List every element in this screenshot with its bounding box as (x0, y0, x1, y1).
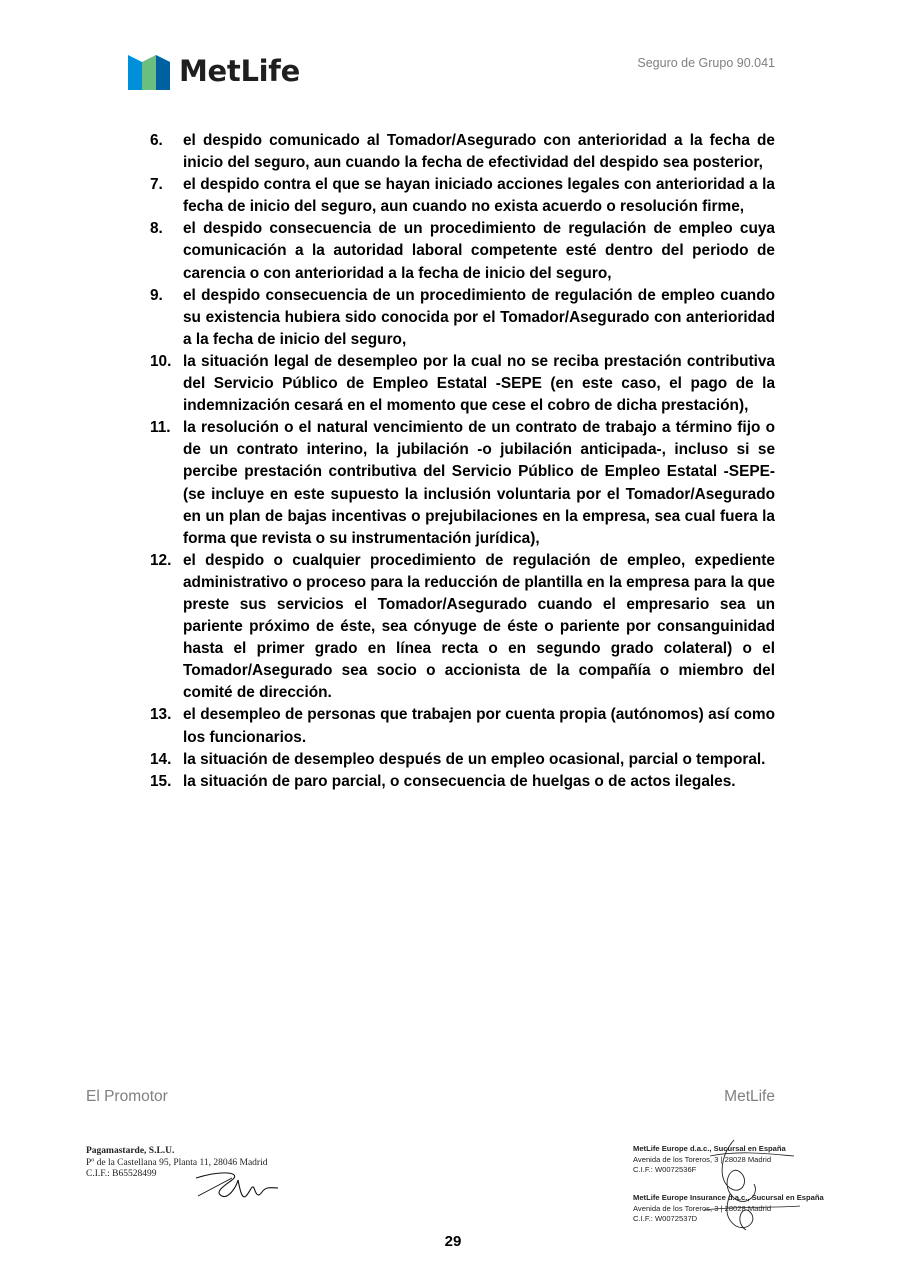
item-number: 9. (150, 286, 163, 304)
promoter-name: Pagamastarde, S.L.U. (86, 1146, 175, 1156)
item-number: 8. (150, 220, 163, 238)
list-item (150, 417, 775, 550)
promoter-address: Pº de la Castellana 95, Planta 11, 28046 Madrid (86, 1157, 268, 1168)
metlife-logo-icon (128, 52, 170, 90)
promoter-signature (192, 1166, 282, 1206)
promoter-label: El Promotor (86, 1088, 168, 1105)
metlife-label: MetLife (724, 1088, 775, 1105)
list-item (150, 351, 775, 417)
item-text: el despido contra el que se hayan iniciado acciones legales con anterioridad a la fecha de inicio del seguro, aun cuando no exista acuerdo o resolución firme, (183, 176, 775, 216)
list-item (150, 771, 775, 793)
item-text: el despido o cualquier procedimiento de regulación de empleo, expediente administrativo o proceso para la reducción de plantilla en la empresa para la que preste sus servicios el Tomador/Asegurado cuando el empresario sea un pariente próximo de éste, sea cónyuge de éste o pariente por consanguinidad hasta el primer grado en línea recta o en segundo grado colateral) o el Tomador/Asegurado sea socio o accionista de la compañía o miembro del comité de dirección. (183, 551, 775, 702)
metlife-insurance-cif: C.I.F.: W0072537D (633, 1214, 698, 1223)
item-text: el despido comunicado al Tomador/Asegurado con anterioridad a la fecha de inicio del seguro, aun cuando la fecha de efectividad del despido sea posterior, (183, 132, 775, 172)
metlife-europe-cif: C.I.F.: W0072536F (633, 1165, 697, 1174)
list-item (150, 130, 775, 174)
list-item (150, 285, 775, 351)
item-number: 11. (150, 419, 171, 437)
list-item (150, 704, 775, 748)
item-text: el despido consecuencia de un procedimiento de regulación de empleo cuando su existencia hubiera sido conocida por el Tomador/Asegurado con anterioridad a la fecha de inicio del seguro, (183, 286, 775, 348)
metlife-europe-name: MetLife Europe d.a.c., Sucursal en España (633, 1144, 786, 1153)
metlife-europe-address: Avenida de los Toreros, 3 | 28028 Madrid (633, 1154, 772, 1164)
item-text: la situación de desempleo después de un empleo ocasional, parcial o temporal. (183, 750, 766, 768)
item-text: el desempleo de personas que trabajen por cuenta propia (autónomos) así como los funcionarios. (183, 706, 775, 746)
metlife-insurance-name: MetLife Europe Insurance d.a.c., Sucursal en España (633, 1193, 824, 1202)
item-text: la resolución o el natural vencimiento de un contrato de trabajo a término fijo o de un contrato interino, la jubilación -o jubilación anticipada-, incluso si se percibe prestación contributiva del Servicio Público de Empleo Estatal -SEPE- (se incluye en este supuesto la inclusión voluntaria por el Tomador/Asegurado en un plan de bajas incentivas o prejubilaciones en la empresa, sea cual fuera la forma que revista o su instrumentación jurídica), (183, 419, 775, 547)
list-item (150, 174, 775, 218)
list-item (150, 749, 775, 771)
logo-text: MetLife (179, 54, 300, 88)
list-item (150, 218, 775, 284)
item-number: 12. (150, 551, 172, 569)
item-number: 15. (150, 772, 172, 790)
metlife-signature (690, 1136, 800, 1236)
exclusion-list (150, 130, 775, 793)
promoter-cif: C.I.F.: B65528499 (86, 1169, 157, 1179)
item-text: la situación legal de desempleo por la cual no se reciba prestación contributiva del Servicio Público de Empleo Estatal -SEPE (en este caso, el pago de la indemnización cesará en el momento que cese el cobro de dicha prestación), (183, 352, 775, 415)
metlife-logo (128, 52, 300, 90)
item-number: 13. (150, 706, 172, 724)
item-number: 6. (150, 132, 163, 149)
item-text: la situación de paro parcial, o consecuencia de huelgas o de actos ilegales. (183, 772, 736, 790)
policy-reference: Seguro de Grupo 90.041 (637, 56, 775, 70)
item-number: 7. (150, 176, 163, 194)
item-text: el despido consecuencia de un procedimiento de regulación de empleo cuya comunicación a la autoridad laboral competente esté dentro del periodo de carencia o con anterioridad a la fecha de inicio del seguro, (183, 220, 775, 282)
metlife-insurance-address: Avenida de los Toreros, 3 | 28028 Madrid (633, 1203, 772, 1213)
list-item (150, 550, 775, 705)
item-number: 14. (150, 750, 172, 768)
item-number: 10. (150, 352, 172, 370)
page-number: 29 (444, 1233, 462, 1250)
